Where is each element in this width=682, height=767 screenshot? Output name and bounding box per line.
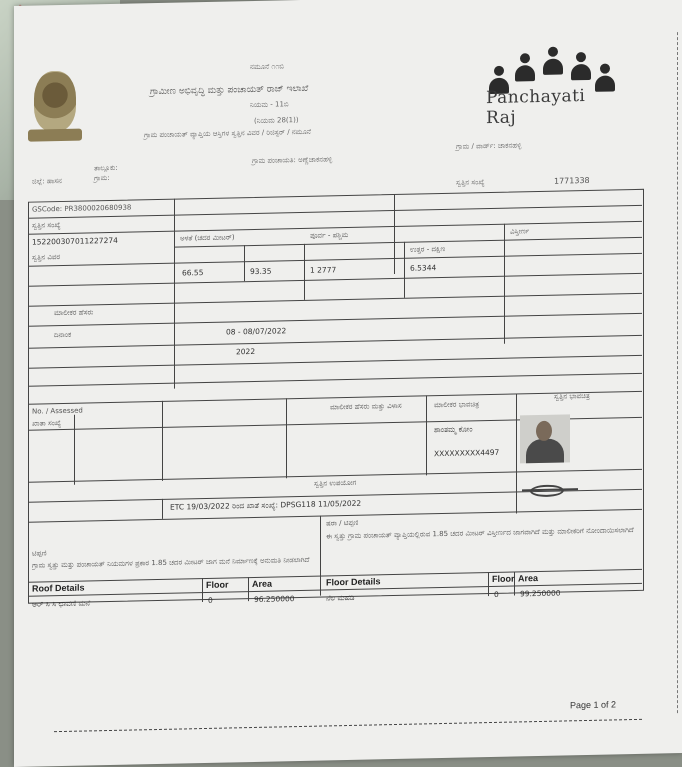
measure-value-c: 1 2777	[310, 265, 337, 275]
notes-text: ಗ್ರಾಮ ಸ್ವತ್ತು ಮತ್ತು ಪಂಚಾಯತ್ ನಿಯಮಗಳ ಪ್ರಕಾರ 1.85 ಚದರ ಮೀಟರ್ ಜಾಗ ಮನೆ ನಿರ್ಮಾಣಕ್ಕೆ ಅನುಮತಿ ನೀಡಲಾಗಿದೆ	[32, 555, 310, 570]
karnataka-emblem-icon	[28, 71, 82, 144]
col-area: ವಿಸ್ತೀರ್ಣ	[510, 227, 530, 236]
department-rule: ನಿಯಮ - 11ಬಿ	[250, 100, 289, 110]
property-usage-label: ಸ್ವತ್ತಿನ ಉಪಯೋಗ	[314, 478, 357, 488]
row-label-property-id: ಸ್ವತ್ತಿನ ಸಂಖ್ಯೆ	[32, 221, 61, 230]
property-photo-col: ಸ್ವತ್ತಿನ ಭಾವಚಿತ್ರ	[554, 391, 590, 401]
form-subtitle: ಗ್ರಾಮ ಪಂಚಾಯತ್ ವ್ಯಾಪ್ತಿಯ ಆಸ್ತಿಗಳ ಸ್ವತ್ತಿನ ವಿವರ / ರಿಜಿಸ್ಟರ್ / ನಮೂನೆ	[144, 127, 311, 140]
no-assessed-label: No. / Assessed	[32, 406, 83, 416]
remarks-text: ಈ ಸ್ವತ್ತು ಗ್ರಾಮ ಪಂಚಾಯತ್ ವ್ಯಾಪ್ತಿಯಲ್ಲಿರುವ 1.85 ಚದರ ಮೀಟರ್ ವಿಸ್ತೀರ್ಣದ ಜಾಗವಾಗಿದೆ ಮತ್ತು ಮಾಲೀಕರಿಗೆ ನೋಂದಾಯಿಸಲಾಗಿದೆ	[326, 526, 634, 541]
form-number: ನಮೂನೆ ೧೧ಬಿ	[250, 62, 284, 72]
owner-name-label: ಮಾಲೀಕರ ಹೆಸರು	[54, 308, 94, 318]
gscode: GSCode: PR3800020680938	[32, 203, 132, 214]
owner-photo-col: ಮಾಲೀಕರ ಭಾವಚಿತ್ರ	[434, 400, 480, 410]
panchayati-raj-logo	[484, 45, 614, 129]
col-east-west: ಪೂರ್ವ - ಪಶ್ಚಿಮ	[310, 230, 349, 240]
date-label: ದಿನಾಂಕ	[54, 330, 72, 340]
floor-value: 0	[208, 595, 213, 605]
district-field: ಜಿಲ್ಲೆ: ಹಾಸನ	[32, 176, 62, 186]
floor-header: Floor	[206, 579, 229, 590]
owner-name-address-col: ಮಾಲೀಕರ ಹೆಸರು ಮತ್ತು ವಿಳಾಸ	[330, 401, 402, 412]
owner-id-value: XXXXXXXXX4497	[434, 447, 500, 459]
roof-details-header: Roof Details	[32, 582, 85, 594]
floor2-value: 0	[494, 589, 499, 599]
property-id-value: 152200307011227274	[32, 235, 118, 247]
page-edge-dashes	[677, 32, 678, 713]
notes-label: ಟಿಪ್ಪಣಿ	[32, 549, 47, 558]
measure-value-b: 93.35	[250, 266, 272, 277]
ec-line: ETC 19/03/2022 ರಿಂದ ಖಾತೆ ಸಂಖ್ಯೆ: DPSG118 11/05/2022	[170, 498, 362, 512]
measure-value-a: 66.55	[182, 268, 204, 278]
document-page	[14, 0, 682, 767]
year-value: 2022	[236, 346, 256, 357]
property-number-label: ಸ್ವತ್ತಿನ ಸಂಖ್ಯೆ	[456, 178, 485, 187]
area2-value: 99.250000	[520, 588, 561, 599]
area-value: 96.250000	[254, 594, 295, 604]
remarks-label: ಷರಾ / ಟಿಪ್ಪಣಿ	[326, 518, 359, 528]
village-field: ಗ್ರಾಮ:	[94, 173, 110, 183]
page-number: Page 1 of 2	[570, 699, 617, 711]
roof-value: ಆರ್ ಸಿ ಸಿ ಛಾವಣಿ ಮನೆ	[32, 598, 91, 609]
rule-reference: (ನಿಯಮ 28(1))	[254, 116, 299, 125]
col-measurement: ಅಳತೆ (ಚದರ ಮೀಟರ್)	[180, 233, 235, 243]
area-header: Area	[252, 578, 273, 590]
property-number-value: 1771338	[554, 175, 590, 186]
floor-details-header: Floor Details	[326, 576, 381, 588]
taluk-field: ತಾಲ್ಲೂಕು:	[94, 163, 118, 173]
owner-photo	[520, 414, 570, 463]
grama-panchayat-field: ಗ್ರಾಮ ಪಂಚಾಯತಿ: ಅಣ್ಣೆಚಾಕನಹಳ್ಳಿ	[252, 155, 333, 166]
area2-header: Area	[518, 573, 539, 584]
logo-text: Panchayati Raj	[486, 86, 586, 129]
department-title: ಗ್ರಾಮೀಣ ಅಭಿವೃದ್ಧಿ ಮತ್ತು ಪಂಚಾಯತ್ ರಾಜ್ ಇಲಾಖೆ	[150, 83, 309, 98]
measure-value-d: 6.5344	[410, 263, 437, 273]
property-sketch	[520, 480, 580, 501]
khata-number-label: ಖಾತಾ ಸಂಖ್ಯೆ	[32, 419, 62, 428]
floor2-header: Floor	[492, 573, 515, 584]
row-label-property-details: ಸ್ವತ್ತಿನ ವಿವರ	[32, 253, 61, 262]
date-value: 08 - 08/07/2022	[226, 326, 287, 337]
col-north-south: ಉತ್ತರ - ದಕ್ಷಿಣ	[410, 244, 446, 254]
owner-name-value: ಶಾಂತಮ್ಮ ಕೋಂ	[434, 424, 473, 435]
ward-field: ಗ್ರಾಮ / ವಾರ್ಡ್: ಚಾಕನಹಳ್ಳಿ	[456, 141, 522, 151]
floor-details-value: ನೆಲ ಮಹಡಿ	[326, 592, 355, 603]
